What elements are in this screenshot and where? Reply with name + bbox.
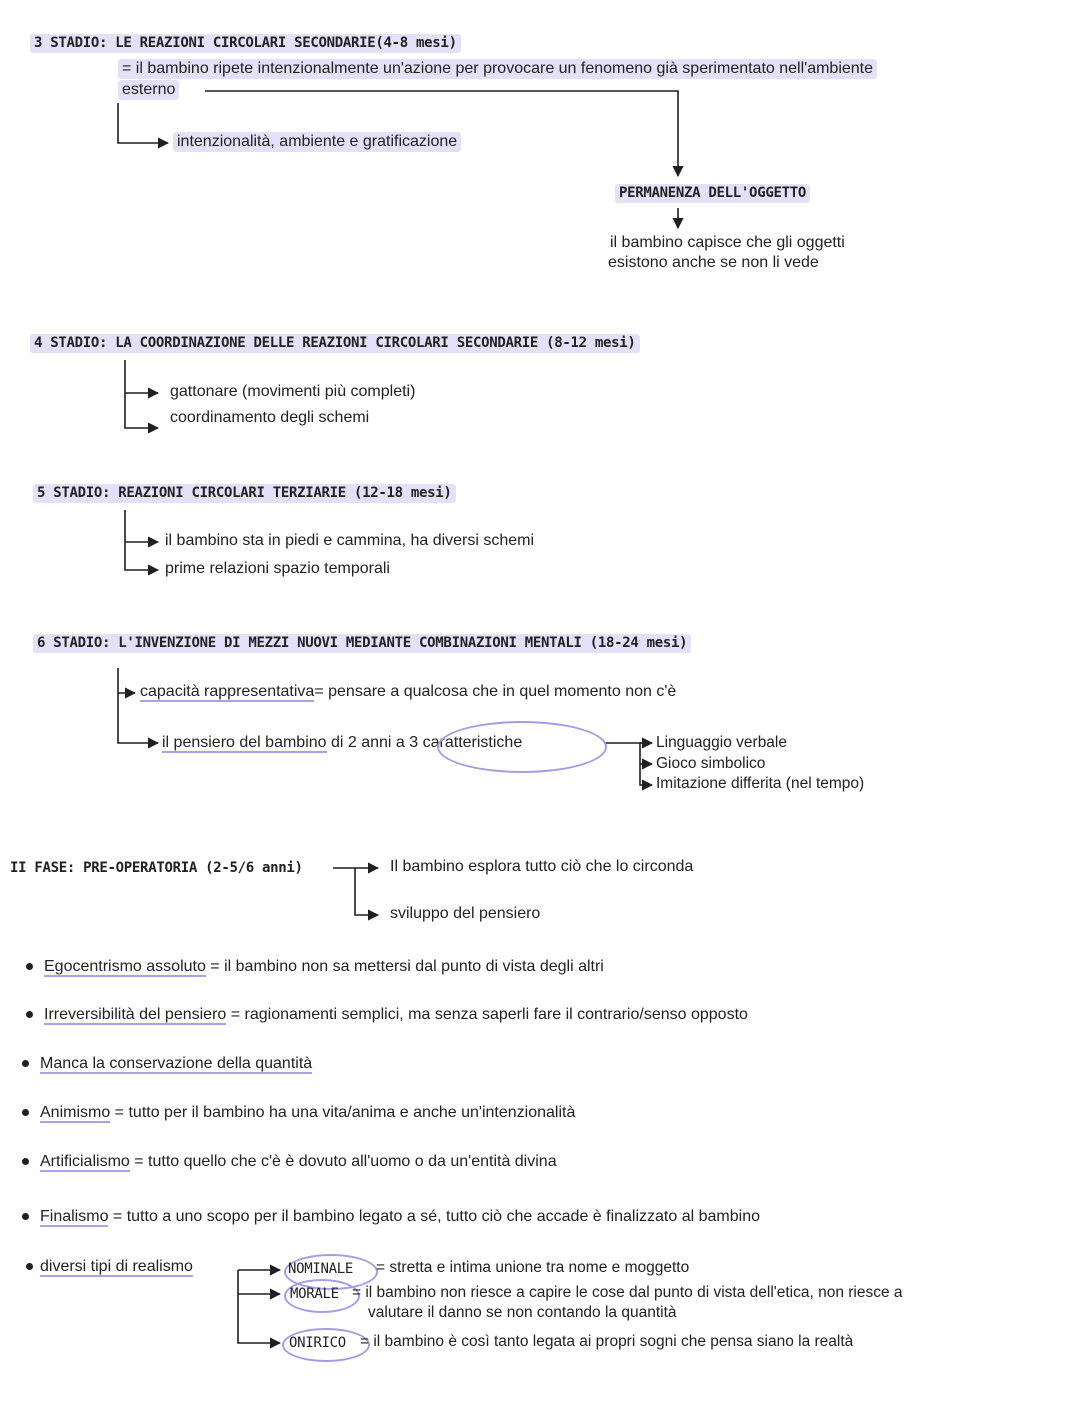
- bullet-dot: [26, 1263, 33, 1270]
- morale-def-line1: = il bambino non riesce a capire le cose dal punto di vista dell'etica, non riesce a: [352, 1284, 903, 1301]
- bullet-animismo: Animismo = tutto per il bambino ha una vita/anima e anche un'intenzionalità: [40, 1104, 576, 1121]
- stage3-definition-line1: = il bambino ripete intenzionalmente un'azione per provocare un fenomeno già sperimentato nell'ambiente: [118, 60, 877, 78]
- bullet-dot: [22, 1158, 29, 1165]
- morale-def-line2: valutare il danno se non contando la quantità: [368, 1304, 677, 1321]
- stage4-item-2: coordinamento degli schemi: [170, 409, 370, 426]
- stage4-item-1: gattonare (movimenti più completi): [170, 383, 416, 400]
- capacity-term: capacità rappresentativa: [140, 683, 315, 700]
- phase2-title: II FASE: PRE-OPERATORIA (2-5/6 anni): [10, 860, 303, 876]
- bullet-dot: [22, 1109, 29, 1116]
- realism-term: diversi tipi di realismo: [40, 1258, 193, 1275]
- arrow-stage5-2: [125, 510, 158, 570]
- features-circle: [437, 721, 607, 773]
- bullet-dot: [22, 1213, 29, 1220]
- bullet-conservazione: Manca la conservazione della quantità: [40, 1055, 313, 1072]
- onirico-label: ONIRICO: [289, 1335, 346, 1351]
- stage4-title: 4 STADIO: LA COORDINAZIONE DELLE REAZIONI CIRCOLARI SECONDARIE (8-12 mesi): [30, 335, 640, 351]
- permanence-title: PERMANENZA DELL'OGGETTO: [615, 185, 810, 201]
- stage3-title: 3 STADIO: LE REAZIONI CIRCOLARI SECONDARIE(4-8 mesi): [30, 35, 461, 51]
- arrow-phase2-2: [355, 868, 378, 915]
- bullet-irreversibilita: Irreversibilità del pensiero = ragionamenti semplici, ma senza saperli fare il contrario/senso opposto: [44, 1006, 748, 1023]
- bullet-finalismo: Finalismo = tutto a uno scopo per il bambino legato a sé, tutto ciò che accade è finalizzato al bambino: [40, 1208, 760, 1225]
- feature-1: Linguaggio verbale: [656, 734, 787, 751]
- permanence-def-line1: il bambino capisce che gli oggetti: [610, 234, 845, 251]
- feature-2: Gioco simbolico: [656, 755, 766, 772]
- arrow-stage4-2: [125, 360, 158, 428]
- bullet-dot: [22, 1060, 29, 1067]
- stage3-definition-line2: esterno: [118, 81, 179, 99]
- arrow-stage3-branch: [118, 103, 168, 143]
- permanence-def-line2: esistono anche se non li vede: [608, 254, 819, 271]
- arrow-onirico: [238, 1270, 280, 1343]
- stage6-title: 6 STADIO: L'INVENZIONE DI MEZZI NUOVI MEDIANTE COMBINAZIONI MENTALI (18-24 mesi): [33, 635, 691, 651]
- stage3-branch: intenzionalità, ambiente e gratificazione: [173, 133, 461, 151]
- bullet-dot: [26, 1011, 33, 1018]
- thought-features: 3 caratteristiche: [409, 734, 523, 751]
- stage5-item-2: prime relazioni spazio temporali: [165, 560, 390, 577]
- phase2-branch-1: Il bambino esplora tutto ciò che lo circonda: [390, 858, 694, 875]
- bullet-dot: [26, 963, 33, 970]
- morale-label: MORALE: [290, 1286, 339, 1302]
- stage6-thought: il pensiero del bambino di 2 anni a 3 caratteristiche: [162, 734, 523, 751]
- stage6-capacity: [140, 683, 676, 701]
- thought-term: il pensiero del bambino: [162, 734, 327, 751]
- nominale-def: = stretta e intima unione tra nome e moggetto: [376, 1259, 690, 1276]
- stage5-item-1: il bambino sta in piedi e cammina, ha diversi schemi: [165, 532, 535, 549]
- bullet-egocentrismo: Egocentrismo assoluto = il bambino non sa mettersi dal punto di vista degli altri: [44, 958, 604, 975]
- capacity-def: = pensare a qualcosa che in quel momento non c'è: [314, 683, 677, 700]
- arrow-stage6-2: [118, 668, 158, 743]
- stage5-title: 5 STADIO: REAZIONI CIRCOLARI TERZIARIE (12-18 mesi): [33, 485, 456, 501]
- nominale-label: NOMINALE: [288, 1261, 354, 1277]
- feature-3: Imitazione differita (nel tempo): [656, 775, 865, 792]
- onirico-def: = il bambino è così tanto legata ai propri sogni che pensa siano la realtà: [360, 1333, 854, 1350]
- bullet-artificialismo: Artificialismo = tutto quello che c'è è dovuto all'uomo o da un'entità divina: [40, 1153, 557, 1170]
- phase2-branch-2: sviluppo del pensiero: [390, 905, 541, 922]
